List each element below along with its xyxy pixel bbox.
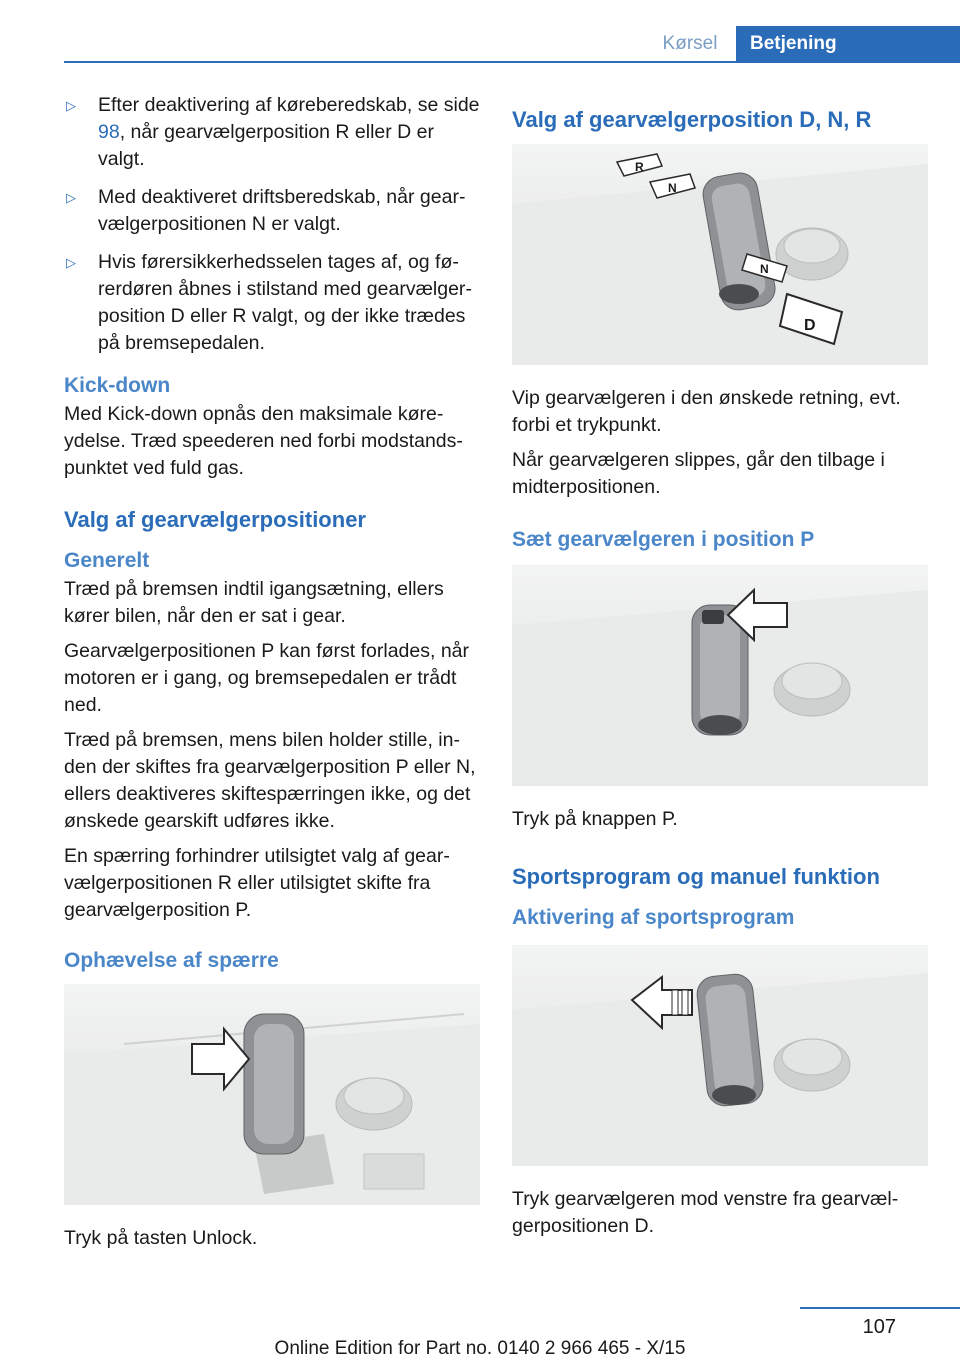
p-figure [512, 565, 928, 786]
unlock-figure [64, 984, 480, 1205]
sport-heading: Sportsprogram og manuel funktion [512, 864, 880, 889]
valg-heading: Valg af gearvælgerpositioner [64, 507, 366, 532]
list-item [64, 184, 480, 238]
generelt-paragraph: Gearvælgerpositionen P kan først forlades, når motoren er i gang, og bremsepedalen er trådt ned. [64, 640, 470, 716]
gear-label-n: N [668, 181, 677, 195]
bullet-triangle-icon: ▷ [66, 255, 76, 270]
list-item [64, 92, 480, 173]
page-header [0, 0, 960, 62]
ophaevelse-caption: Tryk på tasten Unlock. [64, 1227, 258, 1249]
gear-label-r: R [635, 160, 644, 174]
generelt-paragraph: En spærring forhindrer utilsigtet valg af gearvælgerpositionen R eller utilsigtet skifte fra gearvælgerposition P. [64, 845, 450, 921]
gear-label-n: N [760, 262, 769, 276]
p-heading: Sæt gearvælgeren i position P [512, 528, 815, 551]
list-item [64, 249, 480, 357]
sport-sub-heading: Aktivering af sportsprogram [512, 906, 795, 929]
edition-footer: Online Edition for Part no. 0140 2 966 465 - X/15 [274, 1338, 686, 1359]
generelt-paragraph: Træd på bremsen indtil igangsætning, ellers kører bilen, når den er sat i gear. [64, 578, 444, 627]
generelt-paragraph: Træd på bremsen, mens bilen holder stille, inden der skiftes fra gearvælgerposition P eller N, ellers deaktiveres skiftespærringen ikke, og det ønskede gearskift udføres ikke. [64, 729, 476, 832]
kickdown-text: Med Kick-down opnås den maksimale køreydelse. Træd speederen ned forbi modstandspunktet ved fuld gas. [64, 403, 463, 479]
bullet-triangle-icon: ▷ [66, 190, 76, 205]
ophaevelse-heading: Ophævelse af spærre [64, 949, 279, 972]
sport-caption: Tryk gearvælgeren mod venstre fra gearvælgerpositionen D. [512, 1188, 899, 1237]
dnr-figure [512, 144, 928, 365]
header-tab-korsel[interactable]: Kørsel [662, 33, 718, 54]
page-number: 107 [862, 1316, 896, 1338]
footer-divider [800, 1307, 960, 1309]
header-tab-betjening[interactable]: Betjening [736, 26, 960, 62]
gear-label-d: D [804, 317, 816, 334]
kickdown-heading: Kick-down [64, 374, 171, 397]
generelt-heading: Generelt [64, 549, 150, 572]
header-divider [64, 61, 960, 63]
list-item-text: Efter deaktivering af køreberedskab, se side 98, når gearvælgerposition R eller D er valgt. [98, 94, 480, 170]
right-column [512, 92, 928, 1248]
list-item-text: Hvis førersikkerhedsselen tages af, og førerdøren åbnes i stilstand med gearvælgerposition D eller R valgt, og der ikke trædes på bremsepedalen. [98, 251, 472, 354]
page-link[interactable]: 98 [98, 121, 120, 143]
dnr-paragraph: Når gearvælgeren slippes, går den tilbage i midterpositionen. [512, 449, 885, 498]
dnr-heading: Valg af gearvælgerposition D, N, R [512, 107, 872, 132]
dnr-paragraph: Vip gearvælgeren i den ønskede retning, evt. forbi et trykpunkt. [512, 387, 901, 436]
list-item-text: Med deaktiveret driftsberedskab, når gearvælgerpositionen N er valgt. [98, 186, 466, 235]
sport-figure [512, 945, 928, 1166]
bullet-triangle-icon: ▷ [66, 98, 76, 113]
left-column [64, 92, 480, 1260]
p-caption: Tryk på knappen P. [512, 808, 678, 830]
